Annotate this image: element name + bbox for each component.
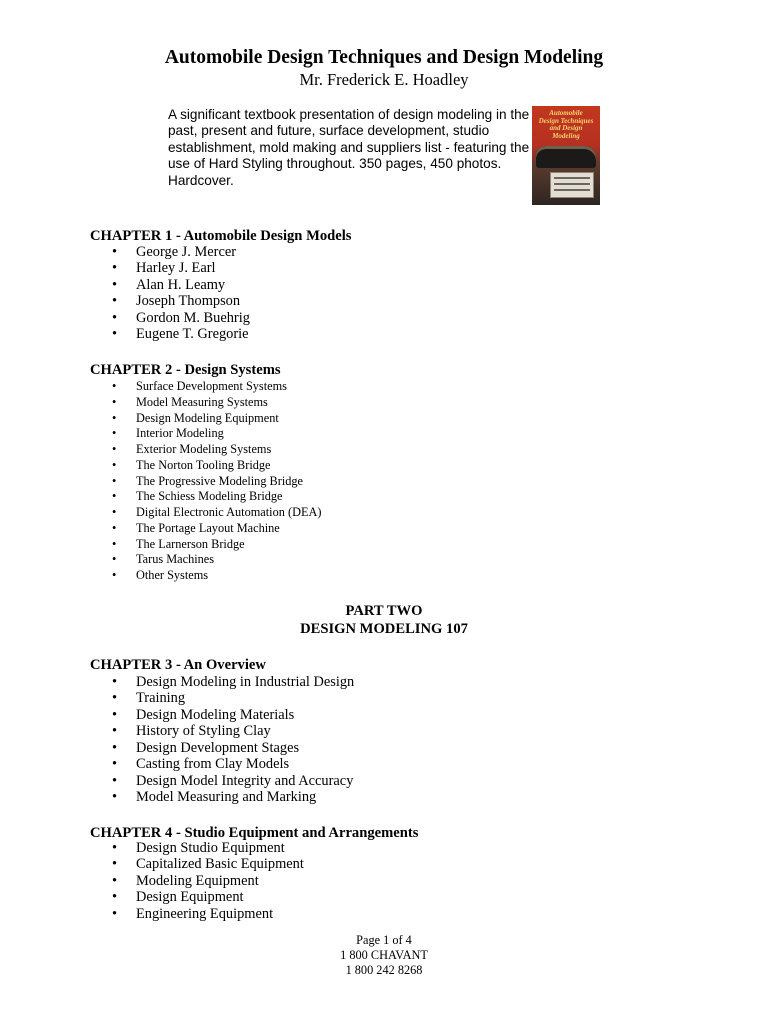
author-name: Mr. Frederick E. Hoadley (299, 70, 469, 89)
chapter-1-heading: CHAPTER 1 - Automobile Design Models (90, 228, 352, 244)
list-item: • Tarus Machines (112, 552, 321, 568)
list-item: • Design Modeling in Industrial Design (112, 674, 354, 690)
list-item: • Alan H. Leamy (112, 277, 250, 293)
list-item: • Training (112, 690, 354, 706)
book-description: A significant textbook presentation of design modeling in the past, present and future, surface development, studio establishment, mold making and suppliers list - featuring the use of Hard Styling throughout. 350 pages, 450 photos. Hardcover. (168, 107, 530, 188)
list-item: • Harley J. Earl (112, 260, 250, 276)
chapter-1-list (112, 244, 250, 343)
list-item: • Design Equipment (112, 889, 304, 905)
list-item: • Design Studio Equipment (112, 840, 304, 856)
list-item: • The Norton Tooling Bridge (112, 458, 321, 474)
list-item: • The Schiess Modeling Bridge (112, 489, 321, 505)
list-item: • The Progressive Modeling Bridge (112, 474, 321, 490)
list-item: • Exterior Modeling Systems (112, 442, 321, 458)
list-item: • Eugene T. Gregorie (112, 326, 250, 342)
list-item: • The Portage Layout Machine (112, 521, 321, 537)
cover-inset-photo (550, 172, 594, 198)
chapter-3-heading: CHAPTER 3 - An Overview (90, 657, 266, 673)
list-item: • Other Systems (112, 568, 321, 584)
chapter-4-list (112, 840, 304, 922)
list-item: • Capitalized Basic Equipment (112, 856, 304, 872)
list-item: • History of Styling Clay (112, 723, 354, 739)
chapter-4-heading: CHAPTER 4 - Studio Equipment and Arrangements (90, 825, 419, 841)
list-item: • Gordon M. Buehrig (112, 310, 250, 326)
list-item: • Design Modeling Equipment (112, 411, 321, 427)
phone-word: 1 800 CHAVANT (340, 948, 428, 962)
list-item: • Interior Modeling (112, 426, 321, 442)
list-item: • Design Modeling Materials (112, 707, 354, 723)
list-item: • Casting from Clay Models (112, 756, 354, 772)
list-item: • Design Development Stages (112, 740, 354, 756)
cover-title: Automobile Design Techniques and Design Modeling (538, 109, 594, 140)
cover-car-photo (536, 146, 596, 168)
chapter-2-list (112, 379, 321, 584)
list-item: • Joseph Thompson (112, 293, 250, 309)
document-title: Automobile Design Techniques and Design Modeling (164, 47, 604, 68)
list-item: • Engineering Equipment (112, 906, 304, 922)
list-item: • Surface Development Systems (112, 379, 321, 395)
list-item: • Digital Electronic Automation (DEA) (112, 505, 321, 521)
list-item: • Modeling Equipment (112, 873, 304, 889)
list-item: • The Larnerson Bridge (112, 537, 321, 553)
page-number: Page 1 of 4 (356, 933, 412, 947)
list-item: • George J. Mercer (112, 244, 250, 260)
book-cover-image (532, 106, 600, 205)
part-two-heading: PART TWO (345, 603, 423, 619)
phone-number: 1 800 242 8268 (345, 963, 423, 977)
list-item: • Model Measuring Systems (112, 395, 321, 411)
part-two-subheading: DESIGN MODELING 107 (300, 621, 468, 637)
chapter-2-heading: CHAPTER 2 - Design Systems (90, 362, 281, 378)
chapter-3-list (112, 674, 354, 806)
list-item: • Design Model Integrity and Accuracy (112, 773, 354, 789)
page-footer (0, 933, 768, 978)
list-item: • Model Measuring and Marking (112, 789, 354, 805)
